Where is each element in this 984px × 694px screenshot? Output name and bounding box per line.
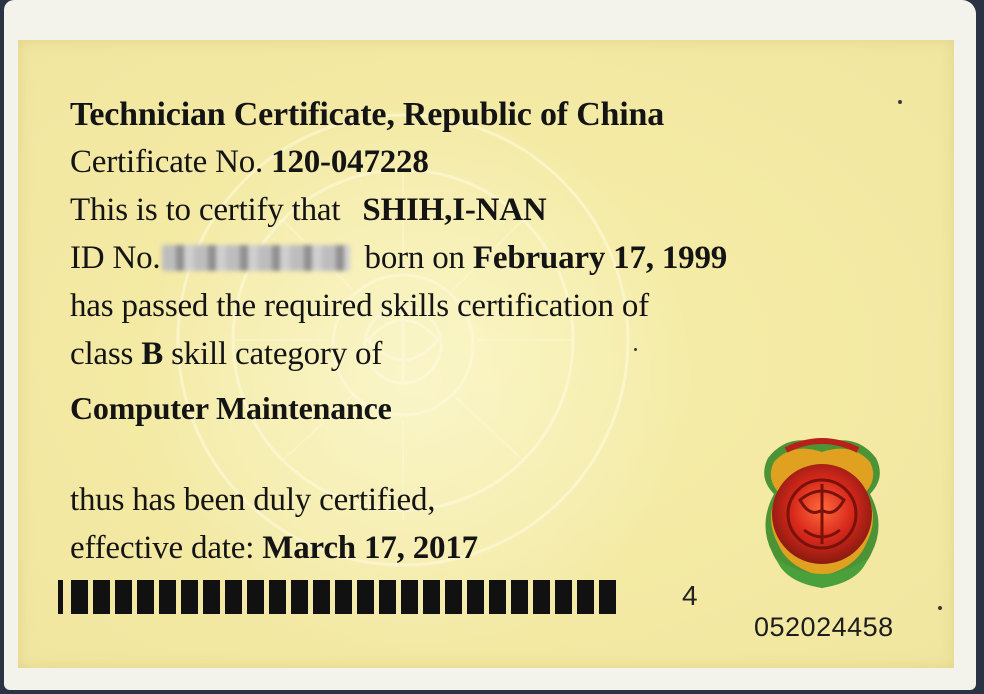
barcode-block	[269, 580, 286, 614]
barcode-block	[247, 580, 264, 614]
certificate-title: Technician Certificate, Republic of China	[70, 96, 665, 133]
barcode-block	[467, 580, 484, 614]
effective-date: March 17, 2017	[262, 530, 478, 566]
passed-text: has passed the required skills certification of	[70, 288, 649, 324]
certify-text: This is to certify that	[70, 192, 341, 228]
barcode-block	[555, 580, 572, 614]
dust-speck	[938, 606, 942, 610]
barcode-block	[379, 580, 396, 614]
serial-number: 052024458	[754, 612, 894, 642]
barcode-block	[401, 580, 418, 614]
barcode-block	[71, 580, 88, 614]
dust-speck	[898, 100, 902, 104]
certificate-number-label: Certificate No.	[70, 144, 264, 180]
barcode-block	[159, 580, 176, 614]
barcode-block	[313, 580, 330, 614]
certify-line	[70, 192, 547, 229]
barcode	[58, 580, 616, 614]
born-label: born on	[364, 240, 465, 276]
barcode-block	[357, 580, 374, 614]
class-suffix: skill category of	[171, 336, 383, 372]
certificate-card	[18, 40, 954, 668]
barcode-start-bar	[58, 580, 63, 614]
barcode-block	[115, 580, 132, 614]
barcode-block	[533, 580, 550, 614]
skill-category: Computer Maintenance	[70, 390, 392, 426]
certificate-photo-frame	[4, 0, 976, 690]
certificate-number-value: 120-047228	[271, 144, 429, 180]
redacted-id-number	[162, 245, 350, 271]
barcode-block	[423, 580, 440, 614]
class-prefix: class	[70, 336, 134, 372]
barcode-block	[445, 580, 462, 614]
barcode-block	[203, 580, 220, 614]
barcode-block	[511, 580, 528, 614]
class-line	[70, 336, 382, 373]
barcode-block	[137, 580, 154, 614]
barcode-block	[599, 580, 616, 614]
barcode-block	[291, 580, 308, 614]
barcode-block	[225, 580, 242, 614]
barcode-block	[93, 580, 110, 614]
holder-name: SHIH,I-NAN	[362, 192, 547, 228]
effective-date-line	[70, 530, 478, 567]
dust-speck	[634, 348, 637, 351]
certified-text: thus has been duly certified,	[70, 482, 436, 518]
certificate-number-line	[70, 144, 429, 181]
barcode-block	[181, 580, 198, 614]
birth-date: February 17, 1999	[472, 240, 728, 276]
id-label: ID No.	[70, 240, 161, 276]
effective-label: effective date:	[70, 530, 255, 566]
barcode-block	[577, 580, 594, 614]
barcode-digit: 4	[682, 580, 698, 611]
official-seal-hologram-icon	[748, 430, 896, 595]
class-value: B	[141, 336, 164, 372]
barcode-block	[489, 580, 506, 614]
barcode-block	[335, 580, 352, 614]
id-birth-line	[70, 240, 727, 277]
